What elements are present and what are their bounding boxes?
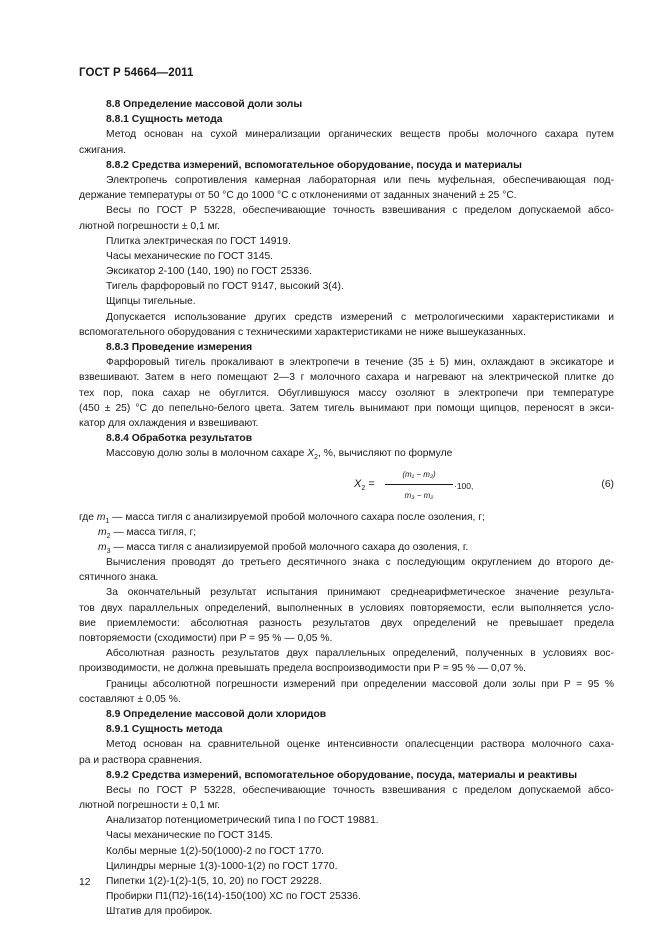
section-heading: 8.9.1 Сущность метода — [106, 724, 223, 736]
text-line: Плитка электрическая по ГОСТ 14919. — [106, 235, 291, 247]
text-line: Фарфоровый тигель прокаливают в электропечи в течение (35 ± 5) мин, охлаждают в эксикаторе и — [106, 357, 614, 369]
text-line: вие приемлемости: абсолютная разность результатов двух определений не превышает предела — [79, 617, 614, 629]
section-heading: 8.8 Определение массовой доли золы — [106, 99, 303, 110]
text-line: Часы механические по ГОСТ 3145. — [106, 830, 274, 842]
text-line: Вычисления проводят до третьего десятичного знака с последующим округлением до второго де- — [106, 557, 614, 569]
text-line: Абсолютная разность результатов двух параллельных определений, полученных в условиях вос- — [106, 648, 614, 660]
text-line: (450 ± 25) °С до пепельно-белого цвета. Затем тигель вынимают при помощи щипцов, переносят в экси- — [79, 402, 614, 414]
text-line: производимости, не должна превышать предела воспроизводимости при P = 95 % — 0,07 %. — [79, 663, 526, 675]
formula-intro-tail: , %, вычисляют по формуле — [318, 448, 453, 460]
document-body — [79, 97, 614, 920]
text-line: Анализатор потенциометрический типа I по ГОСТ 19881. — [106, 815, 379, 827]
section-heading: 8.9.2 Средства измерений, вспомогательное оборудование, посуда, материалы и реактивы — [106, 769, 577, 781]
formula-intro-variable: $X_2$ — [307, 448, 318, 462]
formula-6 — [79, 466, 614, 504]
section-8-8-text — [79, 97, 614, 446]
text-line: тех пор, пока сахар не обуглится. Обуглившуюся массу озоляют в электропечи при температуре — [79, 387, 614, 399]
text-line: держание температуры от 50 °С до 1000 °С с отклонениями от заданных значений ± 25 °С. — [79, 190, 517, 202]
section-heading: 8.8.1 Сущность метода — [106, 114, 223, 126]
formula-numerator: (m₁ − m₂) — [385, 467, 453, 485]
text-line: сжигания. — [79, 144, 127, 156]
text-line: вспомогательного оборудования с техническими характеристиками не ниже вышеуказанных. — [79, 326, 526, 338]
formula-number: (6) — [601, 478, 614, 490]
legend-item: где $m_1$ — масса тигля с анализируемой пробой молочного сахара после озоления, г; — [79, 511, 485, 525]
formula-intro-text: Массовую долю золы в молочном сахаре — [106, 448, 308, 460]
text-line: Часы механические по ГОСТ 3145. — [106, 250, 274, 262]
page-number: 12 — [79, 877, 91, 888]
text-line: лютной погрешности ± 0,1 мг. — [79, 800, 221, 812]
text-line: Допускается использование других средств измерений с метрологическими характеристиками и — [106, 311, 614, 323]
text-line: катор для охлаждения и взвешивают. — [79, 417, 259, 429]
text-line: лютной погрешности ± 0,1 мг. — [79, 220, 221, 232]
text-line: Электропечь сопротивления камерная лабораторная или печь муфельная, обеспечивающая под- — [106, 174, 614, 186]
text-line: Тигель фарфоровый по ГОСТ 9147, высокий 3(4). — [106, 281, 344, 293]
formula-intro — [79, 446, 614, 461]
section-8-8-4-to-8-9-text — [79, 555, 614, 920]
text-line: Щипцы тигельные. — [106, 296, 196, 308]
formula-lhs: $X_2$ = — [354, 477, 375, 492]
text-line: Цилиндры мерные 1(3)-1000-1(2) по ГОСТ 1770. — [106, 860, 338, 872]
section-heading: 8.8.2 Средства измерений, вспомогательное оборудование, посуда и материалы — [106, 159, 522, 171]
section-heading: 8.8.4 Обработка результатов — [106, 433, 253, 445]
formula-multiplier: ·100, — [454, 480, 474, 491]
text-line: повторяемости (сходимости) при P = 95 % — 0,05 %. — [79, 633, 333, 644]
text-line: тов двух параллельных определений, выполненных в условиях повторяемости, если выполняется усло- — [79, 602, 614, 614]
text-line: Границы абсолютной погрешности измерений при определении массовой доли золы при P = 95 % — [106, 678, 614, 690]
text-line: Эксикатор 2-100 (140, 190) по ГОСТ 25336. — [106, 266, 312, 278]
text-line: Весы по ГОСТ Р 53228, обеспечивающие точность взвешивания с пределом допускаемой абсо- — [106, 784, 614, 796]
document-header: ГОСТ Р 54664—2011 — [79, 67, 194, 79]
legend-item: $m_3$ — масса тигля с анализируемой пробой молочного сахара до озоления, г. — [98, 541, 469, 555]
text-line: Колбы мерные 1(2)-50(1000)-2 по ГОСТ 1770. — [106, 845, 325, 857]
text-line: составляют ± 0,05 %. — [79, 693, 181, 705]
section-heading: 8.8.3 Проведение измерения — [106, 342, 253, 353]
text-line: Пипетки 1(2)-1(2)-1(5, 10, 20) по ГОСТ 29228. — [106, 876, 322, 887]
section-heading: 8.9 Определение массовой доли хлоридов — [106, 708, 327, 720]
text-line: ра и раствора сравнения. — [79, 754, 202, 766]
text-line: Пробирки П1(П2)-16(14)-150(100) ХС по ГОСТ 25336. — [106, 891, 361, 903]
text-line: Штатив для пробирок. — [106, 906, 213, 918]
legend-item: $m_2$ — масса тигля, г; — [98, 526, 197, 540]
formula-denominator: m₃ − m₂ — [404, 490, 434, 500]
text-line: Весы по ГОСТ Р 53228, обеспечивающие точность взвешивания с пределом допускаемой абсо- — [106, 205, 614, 217]
formula-fraction — [385, 467, 453, 503]
formula-legend — [79, 510, 614, 556]
text-line: Метод основан на сухой минерализации органических веществ пробы молочного сахара путем — [106, 129, 614, 141]
text-line: взвешивают. Затем в него помещают 2—3 г молочного сахара и нагревают на электрической плитке до — [79, 372, 614, 384]
text-line: За окончательный результат испытания принимают среднеарифметическое значение результа- — [106, 587, 614, 599]
text-line: сятичного знака. — [79, 572, 159, 584]
text-line: Метод основан на сравнительной оценке интенсивности опалесценции раствора молочного саха- — [106, 739, 614, 751]
